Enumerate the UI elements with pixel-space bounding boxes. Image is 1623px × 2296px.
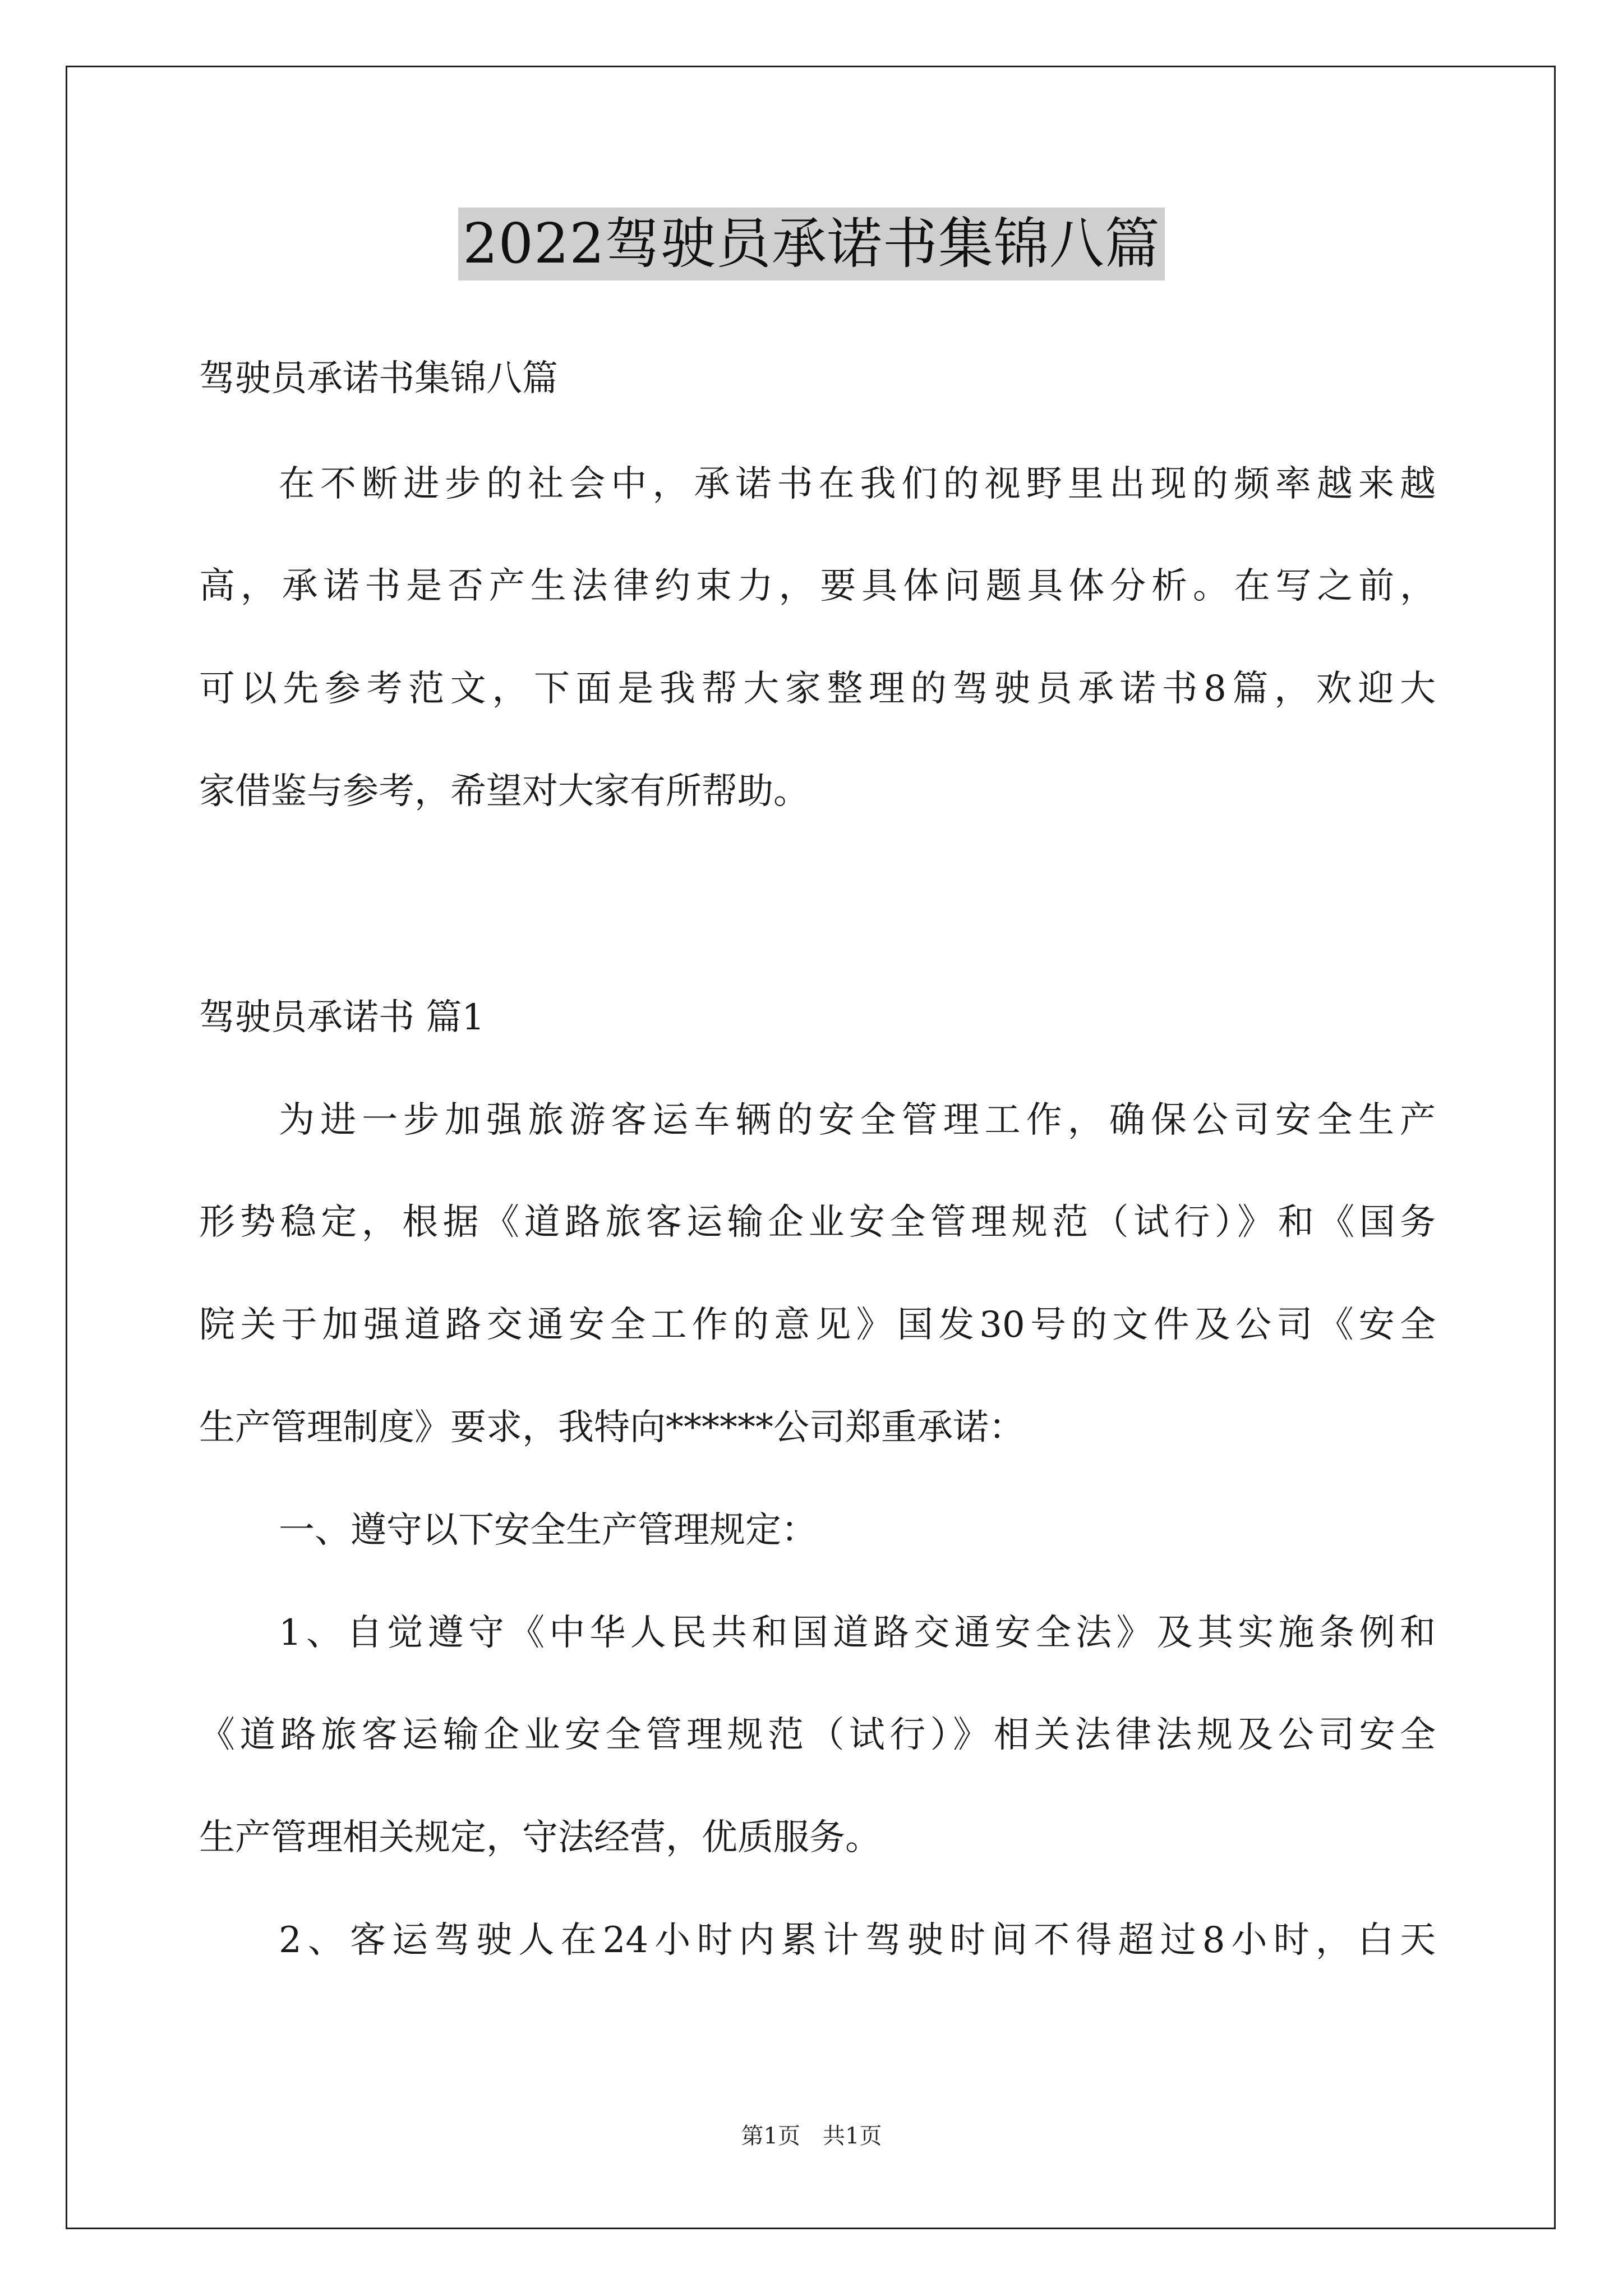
title-container: [0, 208, 1623, 280]
paragraph-line-3: 院关于加强道路交通安全工作的意见》国发30号的文件及公司《安全: [199, 1304, 1436, 1346]
intro-line-1: 在不断进步的社会中，承诺书在我们的视野里出现的频率越来越: [279, 463, 1436, 505]
document-title: 2022驾驶员承诺书集锦八篇: [458, 208, 1164, 280]
section-heading: 驾驶员承诺书 篇1: [199, 997, 485, 1038]
item1-line-2: 《道路旅客运输企业安全管理规范（试行）》相关法律法规及公司安全: [199, 1714, 1436, 1756]
item2-line-1: 2、客运驾驶人在24小时内累计驾驶时间不得超过8小时，白天: [279, 1920, 1436, 1961]
page-footer: 第1页 共1页: [741, 2123, 882, 2149]
document-subtitle: 驾驶员承诺书集锦八篇: [199, 358, 558, 399]
intro-line-2: 高，承诺书是否产生法律约束力，要具体问题具体分析。在写之前，: [199, 565, 1436, 607]
item1-line-1: 1、自觉遵守《中华人民共和国道路交通安全法》及其实施条例和: [279, 1612, 1436, 1654]
intro-line-4: 家借鉴与参考，希望对大家有所帮助。: [199, 771, 809, 812]
item1-line-3: 生产管理相关规定，守法经营，优质服务。: [199, 1817, 881, 1858]
paragraph-line-1: 为进一步加强旅游客运车辆的安全管理工作，确保公司安全生产: [279, 1099, 1436, 1141]
paragraph-line-4: 生产管理制度》要求，我特向******公司郑重承诺：: [199, 1407, 1025, 1448]
intro-line-3: 可以先参考范文，下面是我帮大家整理的驾驶员承诺书8篇，欢迎大: [199, 668, 1436, 710]
paragraph-line-2: 形势稳定，根据《道路旅客运输企业安全管理规范（试行）》和《国务: [199, 1202, 1436, 1243]
item-heading: 一、遵守以下安全生产管理规定：: [279, 1510, 817, 1551]
